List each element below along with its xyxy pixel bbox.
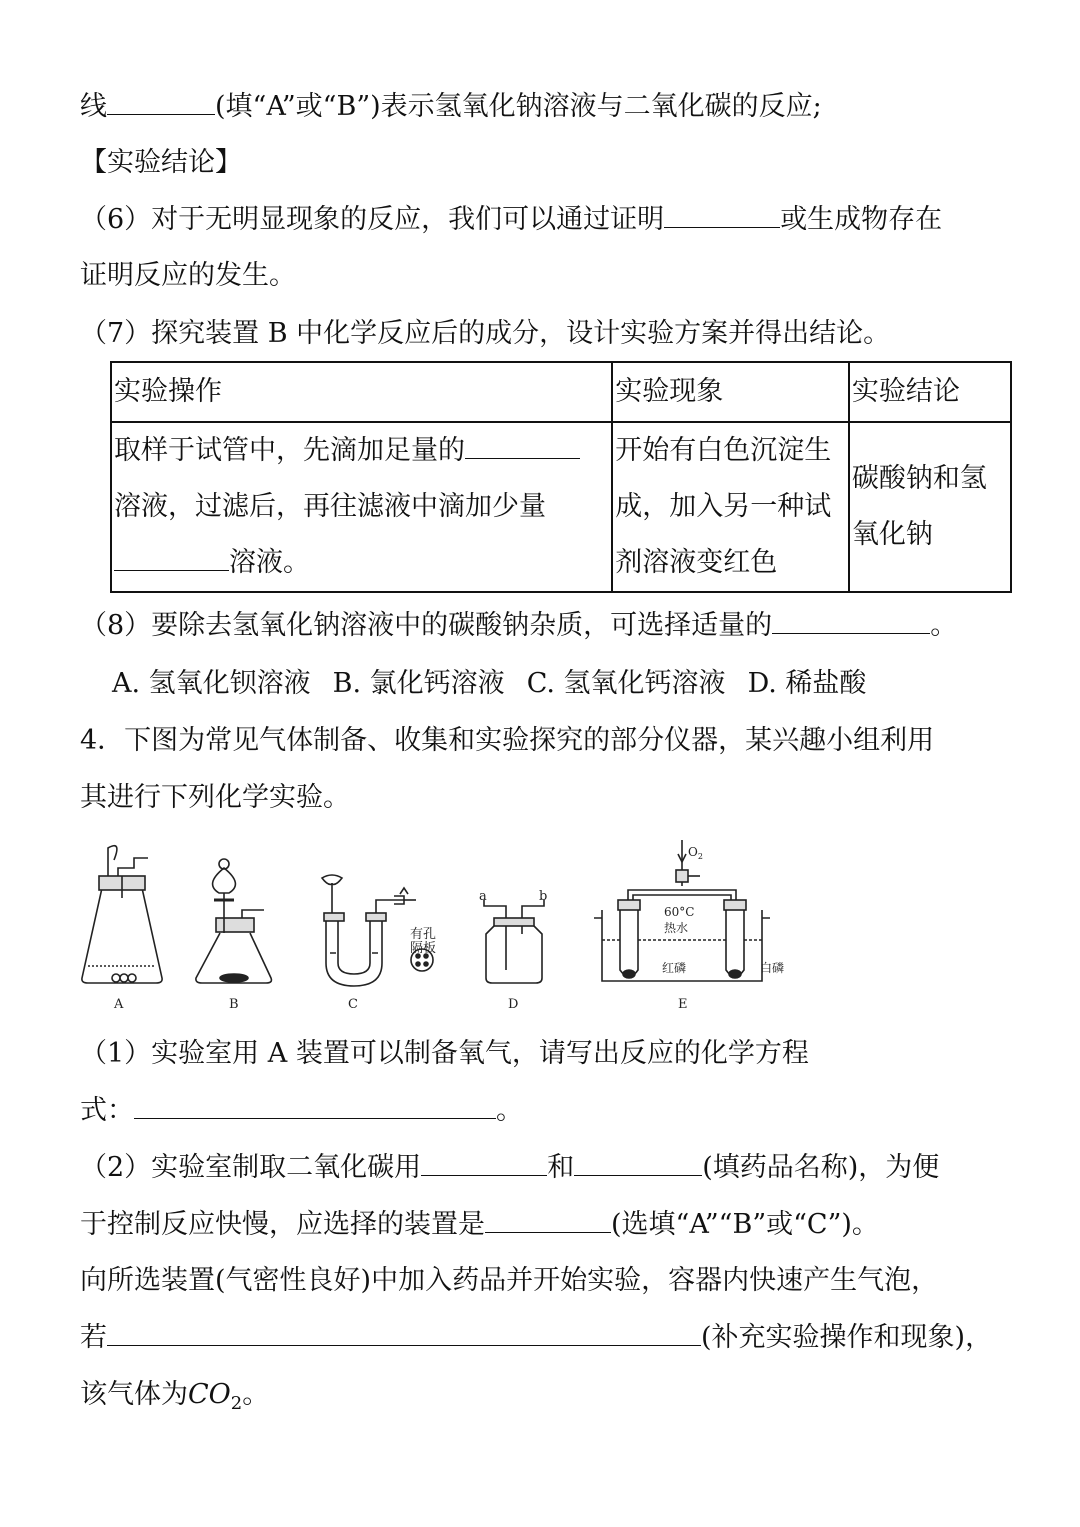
- formula-co: CO: [188, 1379, 231, 1410]
- label-e-o2: $O_2$: [688, 845, 703, 861]
- option-c[interactable]: C. 氢氧化钙溶液: [526, 668, 726, 699]
- label-e-temp: 60°C: [664, 905, 695, 919]
- question-6: [80, 203, 942, 237]
- answer-blank-reagent-1[interactable]: [421, 1151, 547, 1176]
- ph-line-3: 剂溶液变红色: [615, 547, 778, 578]
- part-2-if: 若: [80, 1322, 107, 1353]
- question-8: [80, 609, 957, 643]
- table-row: [111, 422, 1011, 592]
- question-8-end: 。: [930, 610, 958, 641]
- table-cell-conclusion: [849, 422, 1011, 592]
- question-6-text: （6）对于无明显现象的反应，我们可以通过证明: [80, 204, 665, 235]
- label-c: C: [348, 997, 358, 1012]
- part-2-line-3: 向所选装置(气密性良好)中加入药品并开始实验，容器内快速产生气泡，: [80, 1265, 939, 1296]
- apparatus-c: [322, 875, 436, 1012]
- op-line-1: [114, 423, 609, 479]
- line-1-text: (填“A”或“B”)表示氢氧化钠溶液与二氧化碳的反应;: [215, 91, 822, 122]
- part-2-text: （2）实验室制取二氧化碳用: [80, 1152, 422, 1183]
- label-e-red: 红磷: [662, 961, 687, 975]
- answer-blank-equation[interactable]: [134, 1094, 496, 1119]
- part-2-device-hint: (选填“A”“B”或“C”)。: [611, 1209, 879, 1240]
- table-cell-operation: [111, 422, 612, 592]
- options-row: [112, 667, 888, 701]
- line-1: [80, 90, 822, 124]
- table-cell-phenomenon: [612, 422, 849, 592]
- op-text-3: 溶液。: [229, 547, 310, 578]
- label-e-white: 白磷: [760, 961, 785, 975]
- co-line-1: 碳酸钠和氢: [851, 463, 987, 494]
- question-4-cont: 其进行下列化学实验。: [80, 782, 350, 813]
- part-1: （1）实验室用 A 装置可以制备氧气，请写出反应的化学方程: [80, 1038, 809, 1069]
- part-2-and: 和: [547, 1152, 575, 1183]
- apparatus-d: [479, 889, 547, 1012]
- answer-blank-operation[interactable]: [107, 1321, 701, 1346]
- table-header-conclusion: 实验结论: [849, 362, 1011, 422]
- apparatus-e: [594, 840, 784, 1012]
- part-2-end: 。: [242, 1379, 270, 1410]
- option-b[interactable]: B. 氯化钙溶液: [332, 668, 505, 699]
- label-b: B: [229, 997, 239, 1012]
- question-6-text-2: 或生成物存在: [780, 204, 943, 235]
- answer-blank-reagent-2[interactable]: [574, 1151, 702, 1176]
- answer-blank-op-2[interactable]: [114, 546, 229, 571]
- label-e-water: 热水: [664, 921, 689, 935]
- part-2-line-5: [80, 1378, 269, 1421]
- question-8-text: （8）要除去氢氧化钠溶液中的碳酸钠杂质，可选择适量的: [80, 610, 773, 641]
- table-header-row: [111, 362, 1011, 422]
- label-d-a: a: [479, 889, 487, 904]
- part-1-cont: [80, 1094, 523, 1128]
- label-a: A: [114, 997, 124, 1012]
- label-d-b: b: [539, 889, 548, 904]
- co-line-2: 氧化钠: [851, 519, 933, 550]
- answer-blank-op-1[interactable]: [465, 434, 580, 459]
- ph-line-1: 开始有白色沉淀生: [615, 435, 832, 466]
- section-heading-conclusion: 【实验结论】: [80, 147, 242, 178]
- line-1-prefix: 线: [80, 91, 107, 122]
- label-plate-2: 隔板: [410, 941, 437, 956]
- part-2-line-4: [80, 1321, 992, 1355]
- label-plate-1: 有孔: [410, 927, 437, 942]
- answer-blank-q8[interactable]: [772, 609, 930, 634]
- answer-blank-q6[interactable]: [664, 203, 780, 228]
- part-2-text-2: (填药品名称)，为便: [702, 1152, 940, 1183]
- part-2-device-text: 于控制反应快慢，应选择的装置是: [80, 1209, 485, 1240]
- question-4: 4．下图为常见气体制备、收集和实验探究的部分仪器，某兴趣小组利用: [80, 725, 935, 756]
- op-line-2: 溶液，过滤后，再往滤液中滴加少量: [114, 491, 546, 522]
- label-d: D: [508, 997, 519, 1012]
- part-1-prefix: 式：: [80, 1095, 134, 1126]
- apparatus-b: [196, 859, 272, 1012]
- option-a[interactable]: A. 氢氧化钡溶液: [112, 668, 311, 699]
- table-header-phenomenon: 实验现象: [612, 362, 849, 422]
- part-2-gas-text: 该气体为: [80, 1379, 188, 1410]
- table-header-operation: 实验操作: [111, 362, 612, 422]
- part-2: [80, 1151, 939, 1185]
- answer-blank-device[interactable]: [485, 1208, 611, 1233]
- op-line-3: [114, 535, 609, 591]
- op-text-1: 取样于试管中，先滴加足量的: [114, 435, 465, 466]
- part-1-end: 。: [496, 1095, 523, 1126]
- ph-line-2: 成，加入另一种试: [615, 491, 832, 522]
- label-e: E: [678, 997, 688, 1012]
- question-7: （7）探究装置 B 中化学反应后的成分，设计实验方案并得出结论。: [80, 318, 891, 349]
- part-2-hint: (补充实验操作和现象)，: [701, 1322, 993, 1353]
- formula-subscript: 2: [230, 1393, 243, 1414]
- result-table: [110, 361, 1012, 593]
- question-6-cont: 证明反应的发生。: [80, 260, 296, 291]
- apparatus-a: [82, 846, 162, 1012]
- apparatus-figure: [74, 838, 814, 1018]
- option-d[interactable]: D. 稀盐酸: [747, 668, 867, 699]
- answer-blank-line-choice[interactable]: [107, 90, 215, 115]
- part-2-line-2: [80, 1208, 879, 1242]
